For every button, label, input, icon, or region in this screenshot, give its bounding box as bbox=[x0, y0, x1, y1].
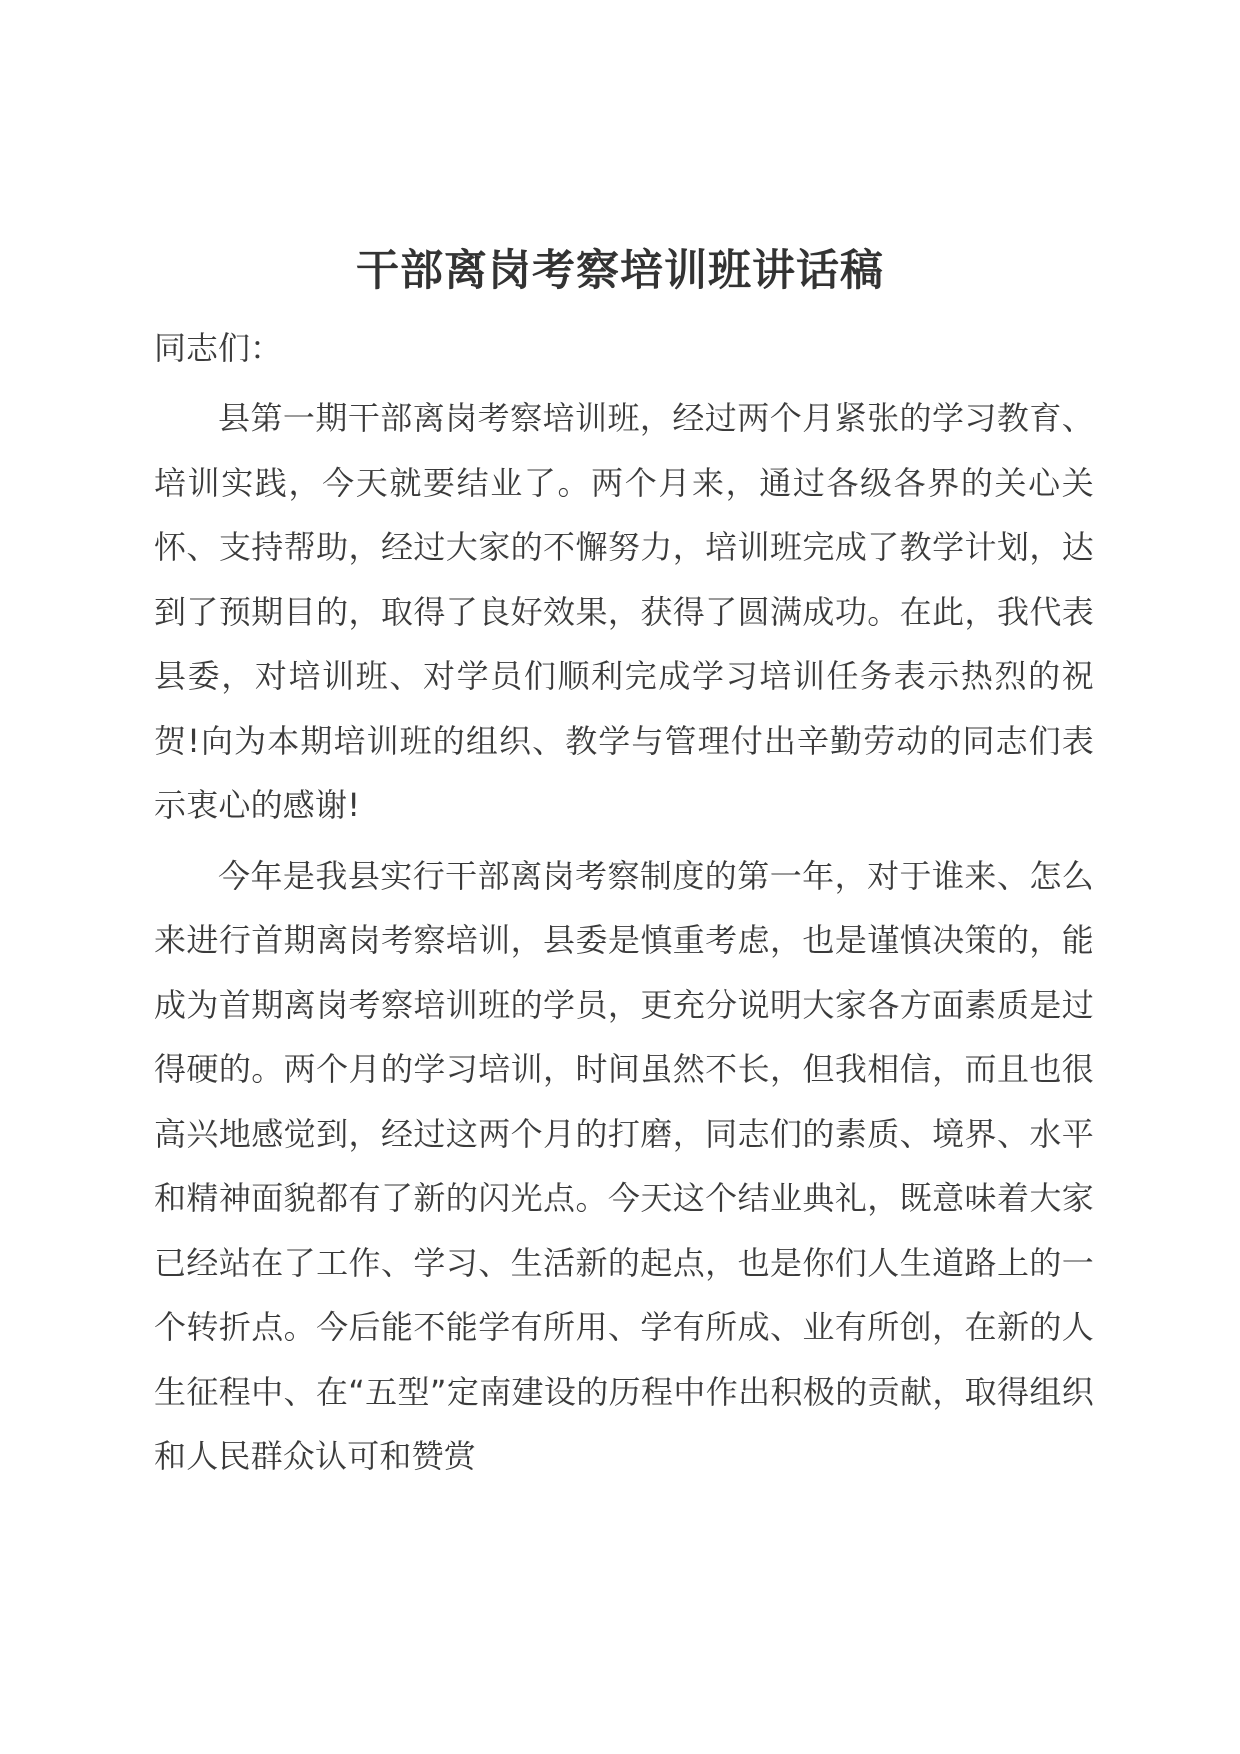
document-body bbox=[154, 320, 1094, 1495]
paragraph-1: 县第一期干部离岗考察培训班，经过两个月紧张的学习教育、培训实践，今天就要结业了。两个月来，通过各级各界的关心关怀、支持帮助，经过大家的不懈努力，培训班完成了教学计划，达到了预期目的，取得了良好效果，获得了圆满成功。在此，我代表县委，对培训班、对学员们顺利完成学习培训任务表示热烈的祝贺!向为本期培训班的组织、教学与管理付出辛勤劳动的同志们表示衷心的感谢! bbox=[154, 399, 1094, 824]
salutation: 同志们： bbox=[154, 329, 283, 367]
paragraph-2: 今年是我县实行干部离岗考察制度的第一年，对于谁来、怎么来进行首期离岗考察培训，县委是慎重考虑，也是谨慎决策的，能成为首期离岗考察培训班的学员，更充分说明大家各方面素质是过得硬的。两个月的学习培训，时间虽然不长，但我相信，而且也很高兴地感觉到，经过这两个月的打磨，同志们的素质、境界、水平和精神面貌都有了新的闪光点。今天这个结业典礼，既意味着大家已经站在了工作、学习、生活新的起点，也是你们人生道路上的一个转折点。今后能不能学有所用、学有所成、业有所创，在新的人生征程中、在“五型”定南建设的历程中作出积极的贡献，取得组织和人民群众认可和赞赏 bbox=[154, 856, 1094, 1475]
document-title: 干部离岗考察培训班讲话稿 bbox=[356, 246, 884, 296]
